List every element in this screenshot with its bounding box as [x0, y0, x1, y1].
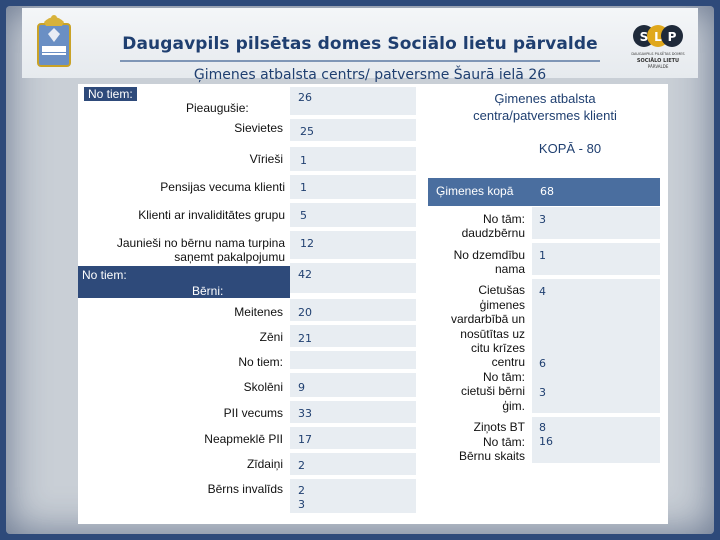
no-tiem-label-2: No tiem:	[78, 266, 290, 298]
no-tiem-3-cell	[290, 351, 416, 371]
logo-caption-3: PĀRVALDE	[647, 64, 669, 69]
page-title: Daugavpils pilsētas domes Sociālo lietu pārvalde	[122, 34, 598, 54]
zeni-label: Zēni	[259, 330, 283, 344]
cietusas-value-1: 4	[539, 285, 546, 298]
cietusas-cell	[532, 279, 660, 415]
pii-label: PII vecums	[223, 406, 283, 420]
invaliditates-cell	[290, 203, 416, 229]
cietusas-label-1: Cietušas	[478, 283, 525, 297]
cietusas-value-2: 6	[539, 357, 546, 370]
title-underline	[120, 60, 600, 62]
invalids-value-1: 2	[298, 484, 305, 497]
logo-letter-s: S	[639, 30, 649, 44]
daudzbernu-cell	[532, 207, 660, 241]
invaliditates-value: 5	[300, 209, 307, 222]
cietusas-label-3: vardarbībā un	[450, 312, 525, 326]
no-tiem-label-3: No tiem:	[238, 355, 283, 369]
meitenes-value: 20	[298, 306, 312, 319]
kopa-total: KOPĀ - 80	[538, 141, 602, 156]
zinots-value-2: 16	[539, 435, 553, 448]
cietusi-berni-label-2: ģim.	[502, 399, 525, 413]
skoleni-cell	[290, 373, 416, 399]
no-tam-label-1: No tām:	[482, 212, 525, 226]
logo-letter-l: L	[654, 30, 662, 44]
skoleni-label: Skolēni	[243, 380, 283, 394]
viriesi-label: Vīrieši	[249, 152, 283, 166]
invaliditates-label: Klienti ar invaliditātes grupu	[138, 208, 285, 222]
invalids-cell	[290, 479, 416, 515]
no-tam-label-3: No tām:	[482, 435, 525, 449]
no-tiem-label-1: No tiem:	[84, 87, 137, 101]
right-heading-1: Ģimenes atbalsta	[494, 91, 596, 106]
no-dzemdibu-label-2: nama	[494, 262, 525, 276]
no-tam-label-2: No tām:	[482, 370, 525, 384]
pieaugusie-value: 26	[298, 91, 312, 104]
cietusas-label-6: centru	[491, 355, 525, 369]
invalids-label: Bērns invalīds	[207, 482, 283, 496]
logo-caption-2: SOCIĀLO LIETU	[636, 58, 680, 64]
gimenes-label: Ģimenes kopā	[436, 184, 514, 198]
daudzbernu-value: 3	[539, 213, 546, 226]
no-dzemdibu-value: 1	[539, 249, 546, 262]
sievietes-value: 25	[300, 125, 314, 138]
pensijas-cell	[290, 175, 416, 201]
viriesi-value: 1	[300, 154, 307, 167]
right-heading-2: centra/patversmes klienti	[473, 108, 617, 123]
zinots-value-1: 8	[539, 421, 546, 434]
logo-letter-p: P	[667, 30, 677, 44]
viriesi-cell	[290, 147, 416, 173]
cietusas-label-4: nosūtītas uz	[460, 327, 525, 341]
jauniesi-value: 12	[300, 237, 314, 250]
cietusi-berni-value: 3	[539, 386, 546, 399]
logo-caption-1: DAUGAVPILS PILSĒTAS DOMES	[631, 52, 685, 56]
gimenes-value: 68	[540, 185, 554, 198]
berni-label: Bērni:	[192, 284, 224, 298]
cietusi-berni-label-1: cietuši bērni	[460, 384, 525, 398]
jauniesi-label-1: Jaunieši no bērnu nama turpina	[116, 236, 285, 250]
berni-value: 42	[298, 268, 312, 281]
zidaini-cell	[290, 453, 416, 477]
no-dzemdibu-label-1: No dzemdību	[453, 248, 525, 262]
zidaini-label: Zīdaiņi	[246, 457, 283, 471]
pii-value: 33	[298, 407, 312, 420]
pensijas-value: 1	[300, 181, 307, 194]
daudzbernu-label: daudzbērnu	[461, 226, 525, 240]
no-dzemdibu-cell	[532, 243, 660, 277]
bernu-skaits-label: Bērnu skaits	[458, 449, 525, 463]
meitenes-label: Meitenes	[234, 305, 283, 319]
neapmekle-value: 17	[298, 433, 312, 446]
cietusas-label-5: citu krīzes	[470, 341, 525, 355]
sievietes-label: Sievietes	[234, 121, 283, 135]
zinots-bt-label: Ziņots BT	[473, 420, 525, 434]
zidaini-value: 2	[298, 459, 305, 472]
skoleni-value: 9	[298, 381, 305, 394]
pensijas-label: Pensijas vecuma klienti	[160, 180, 285, 194]
pieaugusie-label: Pieaugušie:	[186, 101, 249, 115]
zeni-value: 21	[298, 332, 312, 345]
neapmekle-label: Neapmeklē PII	[204, 432, 283, 446]
cietusas-label-2: ģimenes	[479, 298, 525, 312]
page-subtitle: Ģimenes atbalsta centrs/ patversme Šaurā ielā 26	[193, 67, 547, 83]
jauniesi-label-2: saņemt pakalpojumu	[174, 250, 285, 264]
invalids-value-2: 3	[298, 498, 305, 511]
